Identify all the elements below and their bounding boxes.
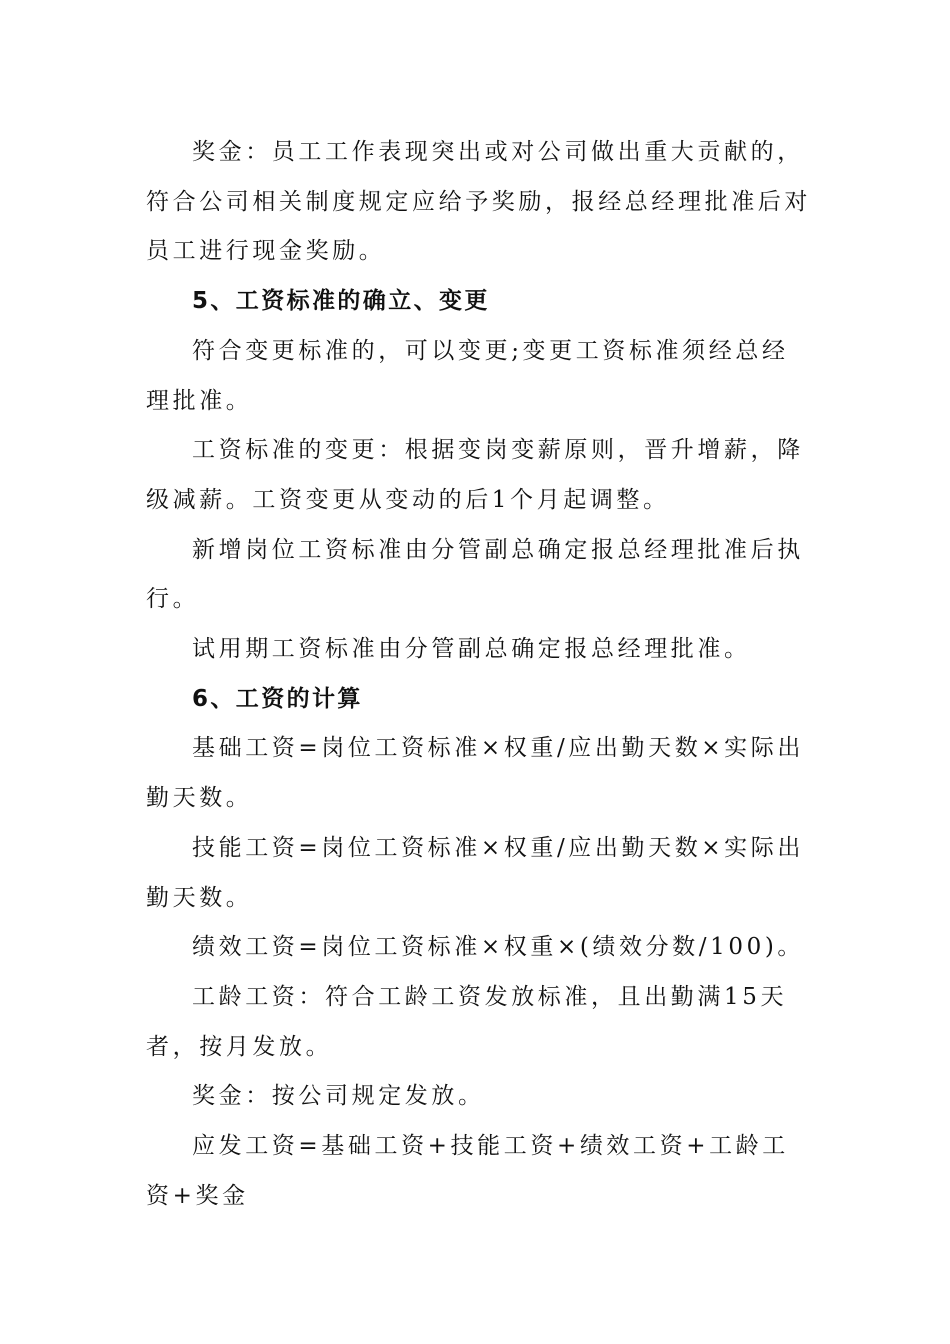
paragraph-new-position: 新增岗位工资标准由分管副总确定报总经理批准后执行。 xyxy=(146,536,804,613)
paragraph-gross-salary: 应发工资=基础工资+技能工资+绩效工资+工龄工资+奖金 xyxy=(146,1133,789,1209)
document-body xyxy=(146,128,814,1221)
paragraph-change-approval: 符合变更标准的，可以变更;变更工资标准须经总经理批准。 xyxy=(146,337,789,414)
paragraph-skill-salary: 技能工资=岗位工资标准×权重/应出勤天数×实际出勤天数。 xyxy=(146,834,804,911)
paragraph-seniority-salary: 工龄工资：符合工龄工资发放标准，且出勤满15天者，按月发放。 xyxy=(146,983,788,1060)
paragraph-standard-change: 工资标准的变更：根据变岗变薪原则，晋升增薪，降级减薪。工资变更从变动的后1个月起调整。 xyxy=(146,437,804,513)
paragraph-probation: 试用期工资标准由分管副总确定报总经理批准。 xyxy=(192,636,751,663)
paragraph-bonus-payment: 奖金：按公司规定发放。 xyxy=(192,1083,485,1110)
paragraph-bonus-definition: 奖金：员工工作表现突出或对公司做出重大贡献的，符合公司相关制度规定应给予奖励，报经总经理批准后对员工进行现金奖励。 xyxy=(146,139,811,265)
section-heading-6: 6、工资的计算 xyxy=(192,685,363,712)
section-heading-5: 5、工资标准的确立、变更 xyxy=(192,288,490,315)
paragraph-performance-salary: 绩效工资=岗位工资标准×权重×(绩效分数/100)。 xyxy=(192,934,805,961)
paragraph-base-salary: 基础工资=岗位工资标准×权重/应出勤天数×实际出勤天数。 xyxy=(146,735,804,812)
